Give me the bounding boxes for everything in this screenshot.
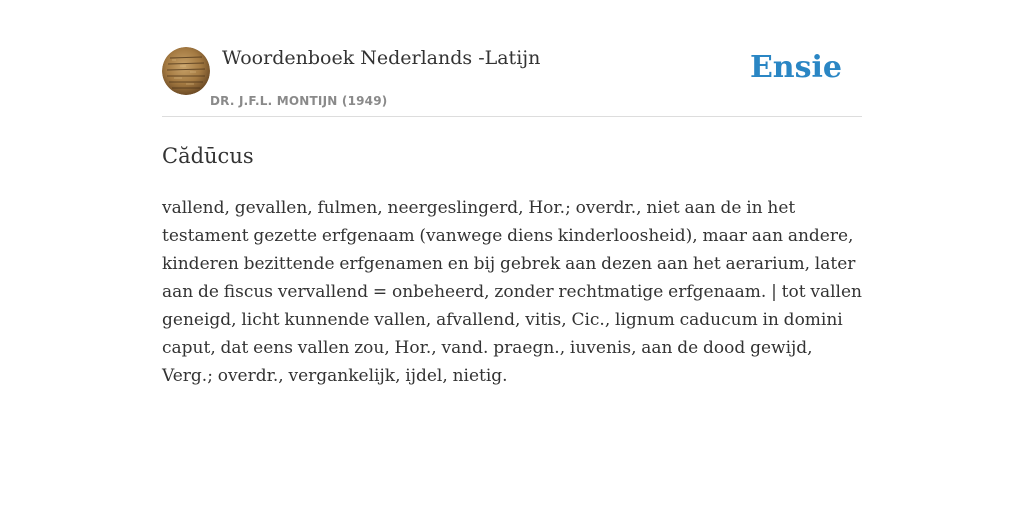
ensie-logo[interactable]: Ensie: [749, 50, 842, 85]
page-container: [162, 0, 862, 390]
book-cover-avatar[interactable]: [162, 47, 210, 95]
entry-term: Cădūcus: [162, 144, 254, 168]
book-author: DR. J.F.L. MONTIJN (1949): [210, 94, 388, 108]
book-title-link[interactable]: Woordenboek Nederlands -Latijn: [222, 47, 541, 69]
entry-definition: vallend, gevallen, fulmen, neergeslingerd, Hor.; overdr., niet aan de in het testament gezette erfgenaam (vanwege diens kinderloosheid), maar aan andere, kinderen bezittende erfgenamen en bij gebrek aan dezen aan het aerarium, later aan de fiscus vervallend = onbeheerd, zonder rechtmatige erfgenaam. | tot vallen geneigd, licht kunnende vallen, afvallend, vitis, Cic., lignum caducum in domini caput, dat eens vallen zou, Hor., vand. praegn., iuvenis, aan de dood gewijd, Verg.; overdr., vergankelijk, ijdel, nietig.: [162, 198, 862, 386]
inscription-medallion-icon: [162, 47, 210, 95]
source-header: [162, 0, 862, 117]
